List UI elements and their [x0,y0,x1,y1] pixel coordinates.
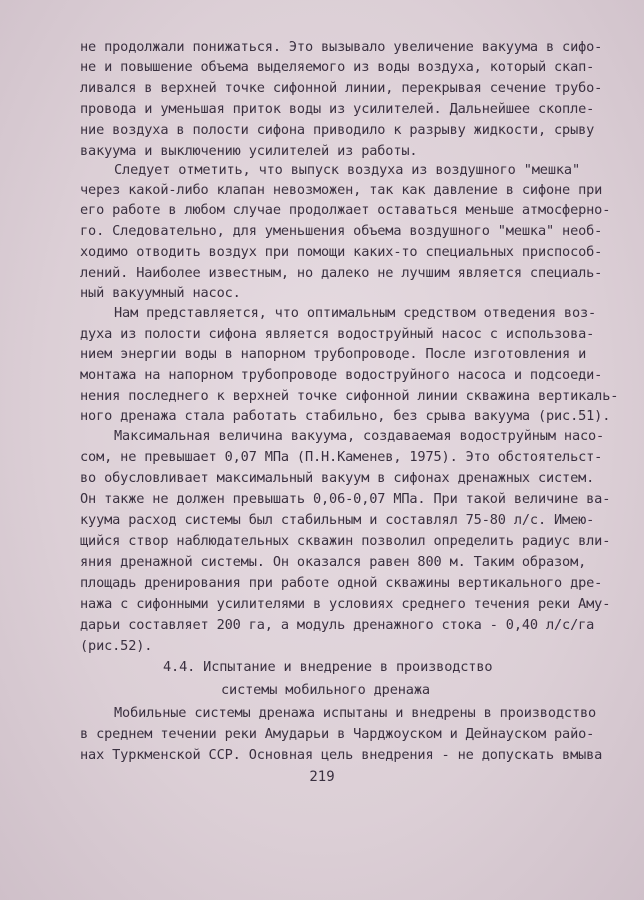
text-line: монтажа на напорном трубопроводе водоструйного насоса и подсоеди- [80,367,603,383]
text-line: яния дренажной системы. Он оказался равен 800 м. Таким образом, [80,554,587,570]
text-line: провода и уменьшая приток воды из усилителей. Дальнейшее скопле- [80,101,595,117]
text-line: вакуума и выключению усилителей из работы. [80,143,418,159]
text-line: лений. Наиболее известным, но далеко не лучшим является специаль- [80,265,603,281]
section-heading-line-1: 4.4. Испытание и внедрение в производство [163,659,493,675]
text-line: ходимо отводить воздух при помощи каких-то специальных приспособ- [80,244,603,260]
text-line: сом, не превышает 0,07 МПа (П.Н.Каменев, 1975). Это обстоятельст- [80,449,603,465]
text-line: Он также не должен превышать 0,06-0,07 МПа. При такой величине ва- [80,491,611,507]
page-number: 219 [309,769,335,785]
text-line: Следует отметить, что выпуск воздуха из воздушного "мешка" [114,162,580,178]
text-line: дарьи составляет 200 га, а модуль дренажного стока - 0,40 л/с/га [80,617,595,633]
text-line: в среднем течении реки Амударьи в Чарджоуском и Дейнауском райо- [80,726,595,742]
text-line: Мобильные системы дренажа испытаны и внедрены в производство [114,705,597,721]
text-line: нажа с сифонными усилителями в условиях среднего течения реки Аму- [80,596,611,612]
text-line: нием энергии воды в напорном трубопроводе. После изготовления и [80,346,587,362]
text-line: ного дренажа стала работать стабильно, без срыва вакуума (рис.51). [80,408,611,424]
text-line: Максимальная величина вакуума, создаваемая водоструйным насо- [114,428,605,444]
text-line: ливался в верхней точке сифонной линии, перекрывая сечение трубо- [80,80,603,96]
text-line: площадь дренирования при работе одной скважины вертикального дре- [80,575,603,591]
text-line: не продолжали понижаться. Это вызывало увеличение вакуума в сифо- [80,39,603,55]
text-line: через какой-либо клапан невозможен, так как давление в сифоне при [80,182,603,198]
text-line: не и повышение объема выделяемого из воды воздуха, который скап- [80,59,595,75]
text-line: го. Следовательно, для уменьшения объема воздушного "мешка" необ- [80,223,603,239]
text-line: его работе в любом случае продолжает оставаться меньше атмосферно- [80,202,611,218]
text-line: (рис.52). [80,638,153,654]
text-line: щийся створ наблюдательных скважин позволил определить радиус вли- [80,533,611,549]
text-line: нения последнего к верхней точке сифонной линии скважина вертикаль- [80,388,619,404]
text-line: Нам представляется, что оптимальным средством отведения воз- [114,305,597,321]
text-line: духа из полости сифона является водоструйный насос с использова- [80,326,595,342]
section-heading-line-2: системы мобильного дренажа [221,682,430,698]
text-line: куума расход системы был стабильным и составлял 75-80 л/с. Имею- [80,512,595,528]
text-line: ние воздуха в полости сифона приводило к разрыву жидкости, срыву [80,122,595,138]
text-line: во обусловливает максимальный вакуум в сифонах дренажных систем. [80,470,595,486]
text-line: нах Туркменской ССР. Основная цель внедрения - не допускать вмыва [80,747,603,763]
text-line: ный вакуумный насос. [80,285,241,301]
